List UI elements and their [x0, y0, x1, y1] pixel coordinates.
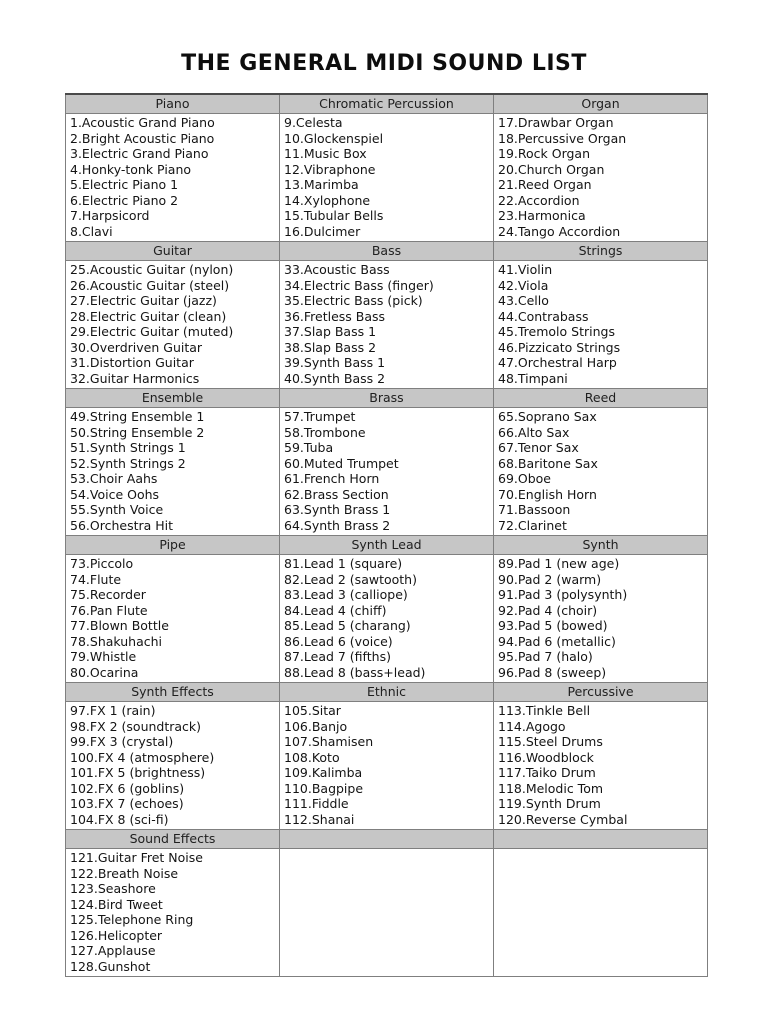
instrument-cell-empty: [494, 849, 708, 977]
instrument: 80.Ocarina: [70, 664, 139, 680]
instrument-cell-synth-lead: [280, 555, 494, 683]
instrument: 56.Orchestra Hit: [70, 517, 174, 533]
instrument: 19.Rock Organ: [498, 146, 591, 161]
instrument-row: [66, 555, 708, 683]
instrument: 61.French Horn: [284, 471, 380, 486]
midi-table-body: [66, 94, 708, 977]
instrument: 22.Accordion: [498, 192, 580, 208]
category-header-empty: [494, 830, 708, 849]
instrument: 96.Pad 8 (sweep): [498, 664, 607, 680]
instrument-row: [66, 261, 708, 389]
instrument: 62.Brass Section: [284, 486, 389, 502]
category-header-reed: Reed: [494, 389, 708, 408]
instrument: 46.Pizzicato Strings: [498, 339, 621, 355]
instrument: 57.Trumpet: [284, 409, 356, 424]
category-header-row: [66, 830, 708, 849]
category-header-row: [66, 389, 708, 408]
instrument: 103.FX 7 (echoes): [70, 796, 184, 811]
instrument: 32.Guitar Harmonics: [70, 370, 200, 386]
instrument: 2.Bright Acoustic Piano: [70, 130, 215, 146]
instrument: 64.Synth Brass 2: [284, 517, 391, 533]
instrument: 58.Trombone: [284, 424, 366, 440]
instrument-row: [66, 702, 708, 830]
instrument: 44.Contrabass: [498, 308, 589, 324]
category-header-chromatic-percussion: Chromatic Percussion: [280, 94, 494, 114]
instrument: 105.Sitar: [284, 703, 341, 718]
instrument: 55.Synth Voice: [70, 502, 164, 517]
instrument: 101.FX 5 (brightness): [70, 765, 206, 780]
instrument: 33.Acoustic Bass: [284, 262, 390, 277]
instrument: 41.Violin: [498, 262, 553, 277]
instrument: 6.Electric Piano 2: [70, 192, 179, 208]
category-header-strings: Strings: [494, 242, 708, 261]
instrument-cell-organ: [494, 114, 708, 242]
instrument: 109.Kalimba: [284, 765, 363, 780]
instrument: 93.Pad 5 (bowed): [498, 618, 608, 633]
instrument: 119.Synth Drum: [498, 796, 601, 811]
instrument-row: [66, 849, 708, 977]
instrument: 125.Telephone Ring: [70, 912, 194, 927]
instrument: 51.Synth Strings 1: [70, 440, 186, 455]
instrument: 94.Pad 6 (metallic): [498, 633, 616, 649]
instrument: 5.Electric Piano 1: [70, 177, 179, 192]
category-header-synth-lead: Synth Lead: [280, 536, 494, 555]
instrument: 117.Taiko Drum: [498, 765, 596, 780]
instrument: 76.Pan Flute: [70, 602, 148, 618]
instrument: 116.Woodblock: [498, 749, 594, 765]
instrument: 13.Marimba: [284, 177, 359, 192]
instrument: 114.Agogo: [498, 718, 566, 734]
instrument: 47.Orchestral Harp: [498, 355, 617, 370]
instrument: 128.Gunshot: [70, 958, 151, 974]
instrument: 124.Bird Tweet: [70, 896, 163, 912]
instrument: 89.Pad 1 (new age): [498, 556, 620, 571]
instrument: 97.FX 1 (rain): [70, 703, 156, 718]
instrument: 74.Flute: [70, 571, 122, 587]
instrument: 54.Voice Oohs: [70, 486, 160, 502]
instrument: 30.Overdriven Guitar: [70, 339, 203, 355]
instrument-cell-reed: [494, 408, 708, 536]
instrument: 87.Lead 7 (fifths): [284, 649, 391, 664]
instrument: 38.Slap Bass 2: [284, 339, 377, 355]
instrument-cell-percussive: [494, 702, 708, 830]
instrument: 35.Electric Bass (pick): [284, 293, 423, 308]
instrument: 20.Church Organ: [498, 161, 605, 177]
instrument: 104.FX 8 (sci-fi): [70, 811, 169, 827]
instrument: 29.Electric Guitar (muted): [70, 324, 234, 339]
instrument: 7.Harpsicord: [70, 208, 150, 223]
instrument: 108.Koto: [284, 749, 340, 765]
instrument: 23.Harmonica: [498, 208, 586, 223]
instrument-row: [66, 408, 708, 536]
instrument: 86.Lead 6 (voice): [284, 633, 393, 649]
instrument: 42.Viola: [498, 277, 549, 293]
category-header-organ: Organ: [494, 94, 708, 114]
instrument: 77.Blown Bottle: [70, 618, 169, 633]
instrument: 120.Reverse Cymbal: [498, 811, 628, 827]
instrument: 92.Pad 4 (choir): [498, 602, 598, 618]
instrument-cell-piano: [66, 114, 280, 242]
category-header-sound-effects: Sound Effects: [66, 830, 280, 849]
instrument: 85.Lead 5 (charang): [284, 618, 411, 633]
instrument: 90.Pad 2 (warm): [498, 571, 602, 587]
category-header-synth: Synth: [494, 536, 708, 555]
instrument: 17.Drawbar Organ: [498, 115, 614, 130]
instrument: 43.Cello: [498, 293, 549, 308]
instrument: 72.Clarinet: [498, 517, 567, 533]
page-title: THE GENERAL MIDI SOUND LIST: [181, 51, 587, 76]
category-header-synth-effects: Synth Effects: [66, 683, 280, 702]
instrument: 8.Clavi: [70, 223, 113, 239]
category-header-row: [66, 242, 708, 261]
instrument: 49.String Ensemble 1: [70, 409, 205, 424]
instrument: 67.Tenor Sax: [498, 440, 579, 455]
instrument: 83.Lead 3 (calliope): [284, 587, 408, 602]
instrument-row: [66, 114, 708, 242]
category-header-percussive: Percussive: [494, 683, 708, 702]
instrument: 110.Bagpipe: [284, 780, 364, 796]
instrument: 21.Reed Organ: [498, 177, 592, 192]
instrument: 50.String Ensemble 2: [70, 424, 205, 440]
instrument: 65.Soprano Sax: [498, 409, 597, 424]
instrument: 88.Lead 8 (bass+lead): [284, 664, 426, 680]
instrument: 71.Bassoon: [498, 502, 571, 517]
category-header-row: [66, 94, 708, 114]
instrument: 28.Electric Guitar (clean): [70, 308, 227, 324]
category-header-piano: Piano: [66, 94, 280, 114]
category-header-ethnic: Ethnic: [280, 683, 494, 702]
instrument: 59.Tuba: [284, 440, 334, 455]
instrument: 37.Slap Bass 1: [284, 324, 377, 339]
instrument: 127.Applause: [70, 943, 156, 958]
category-header-row: [66, 683, 708, 702]
instrument: 107.Shamisen: [284, 734, 374, 749]
instrument: 122.Breath Noise: [70, 865, 179, 881]
instrument: 106.Banjo: [284, 718, 348, 734]
instrument-cell-brass: [280, 408, 494, 536]
instrument: 4.Honky-tonk Piano: [70, 161, 192, 177]
instrument: 84.Lead 4 (chiff): [284, 602, 387, 618]
instrument: 68.Baritone Sax: [498, 455, 598, 471]
category-header-bass: Bass: [280, 242, 494, 261]
instrument: 123.Seashore: [70, 881, 156, 896]
instrument: 14.Xylophone: [284, 192, 371, 208]
instrument: 73.Piccolo: [70, 556, 134, 571]
instrument: 40.Synth Bass 2: [284, 370, 386, 386]
instrument: 102.FX 6 (goblins): [70, 780, 185, 796]
instrument: 95.Pad 7 (halo): [498, 649, 593, 664]
instrument-cell-sound-effects: [66, 849, 280, 977]
category-header-ensemble: Ensemble: [66, 389, 280, 408]
instrument: 121.Guitar Fret Noise: [70, 850, 203, 865]
instrument-cell-chromatic-percussion: [280, 114, 494, 242]
instrument: 118.Melodic Tom: [498, 780, 604, 796]
instrument: 100.FX 4 (atmosphere): [70, 749, 215, 765]
instrument: 115.Steel Drums: [498, 734, 603, 749]
instrument: 66.Alto Sax: [498, 424, 570, 440]
instrument: 1.Acoustic Grand Piano: [70, 115, 215, 130]
instrument: 69.Oboe: [498, 471, 551, 486]
instrument: 26.Acoustic Guitar (steel): [70, 277, 230, 293]
instrument: 31.Distortion Guitar: [70, 355, 194, 370]
instrument: 10.Glockenspiel: [284, 130, 384, 146]
category-header-empty: [280, 830, 494, 849]
instrument: 91.Pad 3 (polysynth): [498, 587, 628, 602]
instrument: 99.FX 3 (crystal): [70, 734, 174, 749]
category-header-pipe: Pipe: [66, 536, 280, 555]
instrument: 36.Fretless Bass: [284, 308, 386, 324]
instrument: 60.Muted Trumpet: [284, 455, 399, 471]
instrument: 11.Music Box: [284, 146, 367, 161]
instrument-cell-strings: [494, 261, 708, 389]
instrument: 63.Synth Brass 1: [284, 502, 391, 517]
instrument: 81.Lead 1 (square): [284, 556, 403, 571]
instrument: 75.Recorder: [70, 587, 146, 602]
instrument: 111.Fiddle: [284, 796, 349, 811]
instrument: 79.Whistle: [70, 649, 137, 664]
category-header-guitar: Guitar: [66, 242, 280, 261]
instrument: 12.Vibraphone: [284, 161, 376, 177]
instrument-cell-empty: [280, 849, 494, 977]
instrument: 34.Electric Bass (finger): [284, 277, 434, 293]
category-header-row: [66, 536, 708, 555]
instrument: 78.Shakuhachi: [70, 633, 163, 649]
instrument: 53.Choir Aahs: [70, 471, 158, 486]
instrument-cell-ensemble: [66, 408, 280, 536]
instrument: 82.Lead 2 (sawtooth): [284, 571, 417, 587]
instrument: 25.Acoustic Guitar (nylon): [70, 262, 234, 277]
instrument: 70.English Horn: [498, 486, 597, 502]
category-header-brass: Brass: [280, 389, 494, 408]
instrument: 112.Shanai: [284, 811, 355, 827]
instrument: 52.Synth Strings 2: [70, 455, 186, 471]
instrument: 24.Tango Accordion: [498, 223, 621, 239]
instrument-cell-bass: [280, 261, 494, 389]
instrument: 98.FX 2 (soundtrack): [70, 718, 202, 734]
instrument-cell-synth-effects: [66, 702, 280, 830]
instrument: 9.Celesta: [284, 115, 343, 130]
instrument: 3.Electric Grand Piano: [70, 146, 209, 161]
instrument: 48.Timpani: [498, 370, 568, 386]
midi-sound-table: [65, 93, 708, 977]
instrument-cell-pipe: [66, 555, 280, 683]
instrument-cell-ethnic: [280, 702, 494, 830]
instrument: 16.Dulcimer: [284, 223, 361, 239]
instrument: 126.Helicopter: [70, 927, 163, 943]
instrument: 15.Tubular Bells: [284, 208, 384, 223]
instrument: 113.Tinkle Bell: [498, 703, 591, 718]
instrument: 45.Tremolo Strings: [498, 324, 615, 339]
instrument-cell-guitar: [66, 261, 280, 389]
instrument: 27.Electric Guitar (jazz): [70, 293, 217, 308]
instrument: 18.Percussive Organ: [498, 130, 627, 146]
instrument-cell-synth: [494, 555, 708, 683]
instrument: 39.Synth Bass 1: [284, 355, 386, 370]
